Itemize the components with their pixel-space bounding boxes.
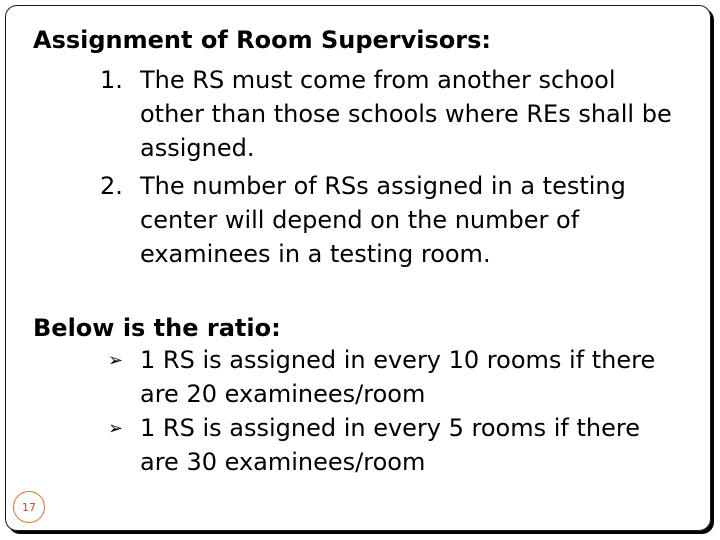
bullet-item [108,411,640,479]
list-item-text: other than those schools where REs shall be [140,100,672,128]
list-item [100,169,626,203]
bullet-item-text: are 30 examinees/room [140,448,426,476]
list-item [100,63,616,97]
section-heading-room-supervisors: Assignment of Room Supervisors: [33,26,491,54]
list-item-text: examinees in a testing room. [140,240,491,268]
section-heading-ratio: Below is the ratio: [33,314,281,342]
arrow-right-icon: ➢ [108,350,124,371]
list-number: 2. [100,172,123,200]
list-item-continuation [140,97,672,165]
list-item-continuation [140,203,579,271]
list-item-text: assigned. [140,134,255,162]
list-item-text: The RS must come from another school [140,66,616,94]
list-number: 1. [100,66,123,94]
page-number-badge: 17 [13,491,45,523]
bullet-item-text: 1 RS is assigned in every 10 rooms if there [140,346,656,374]
list-item-text: The number of RSs assigned in a testing [140,172,626,200]
arrow-right-icon: ➢ [108,418,124,439]
bullet-item-text: are 20 examinees/room [140,380,426,408]
bullet-item-text: 1 RS is assigned in every 5 rooms if there [140,414,640,442]
bullet-item [108,343,655,411]
list-item-text: center will depend on the number of [140,206,580,234]
